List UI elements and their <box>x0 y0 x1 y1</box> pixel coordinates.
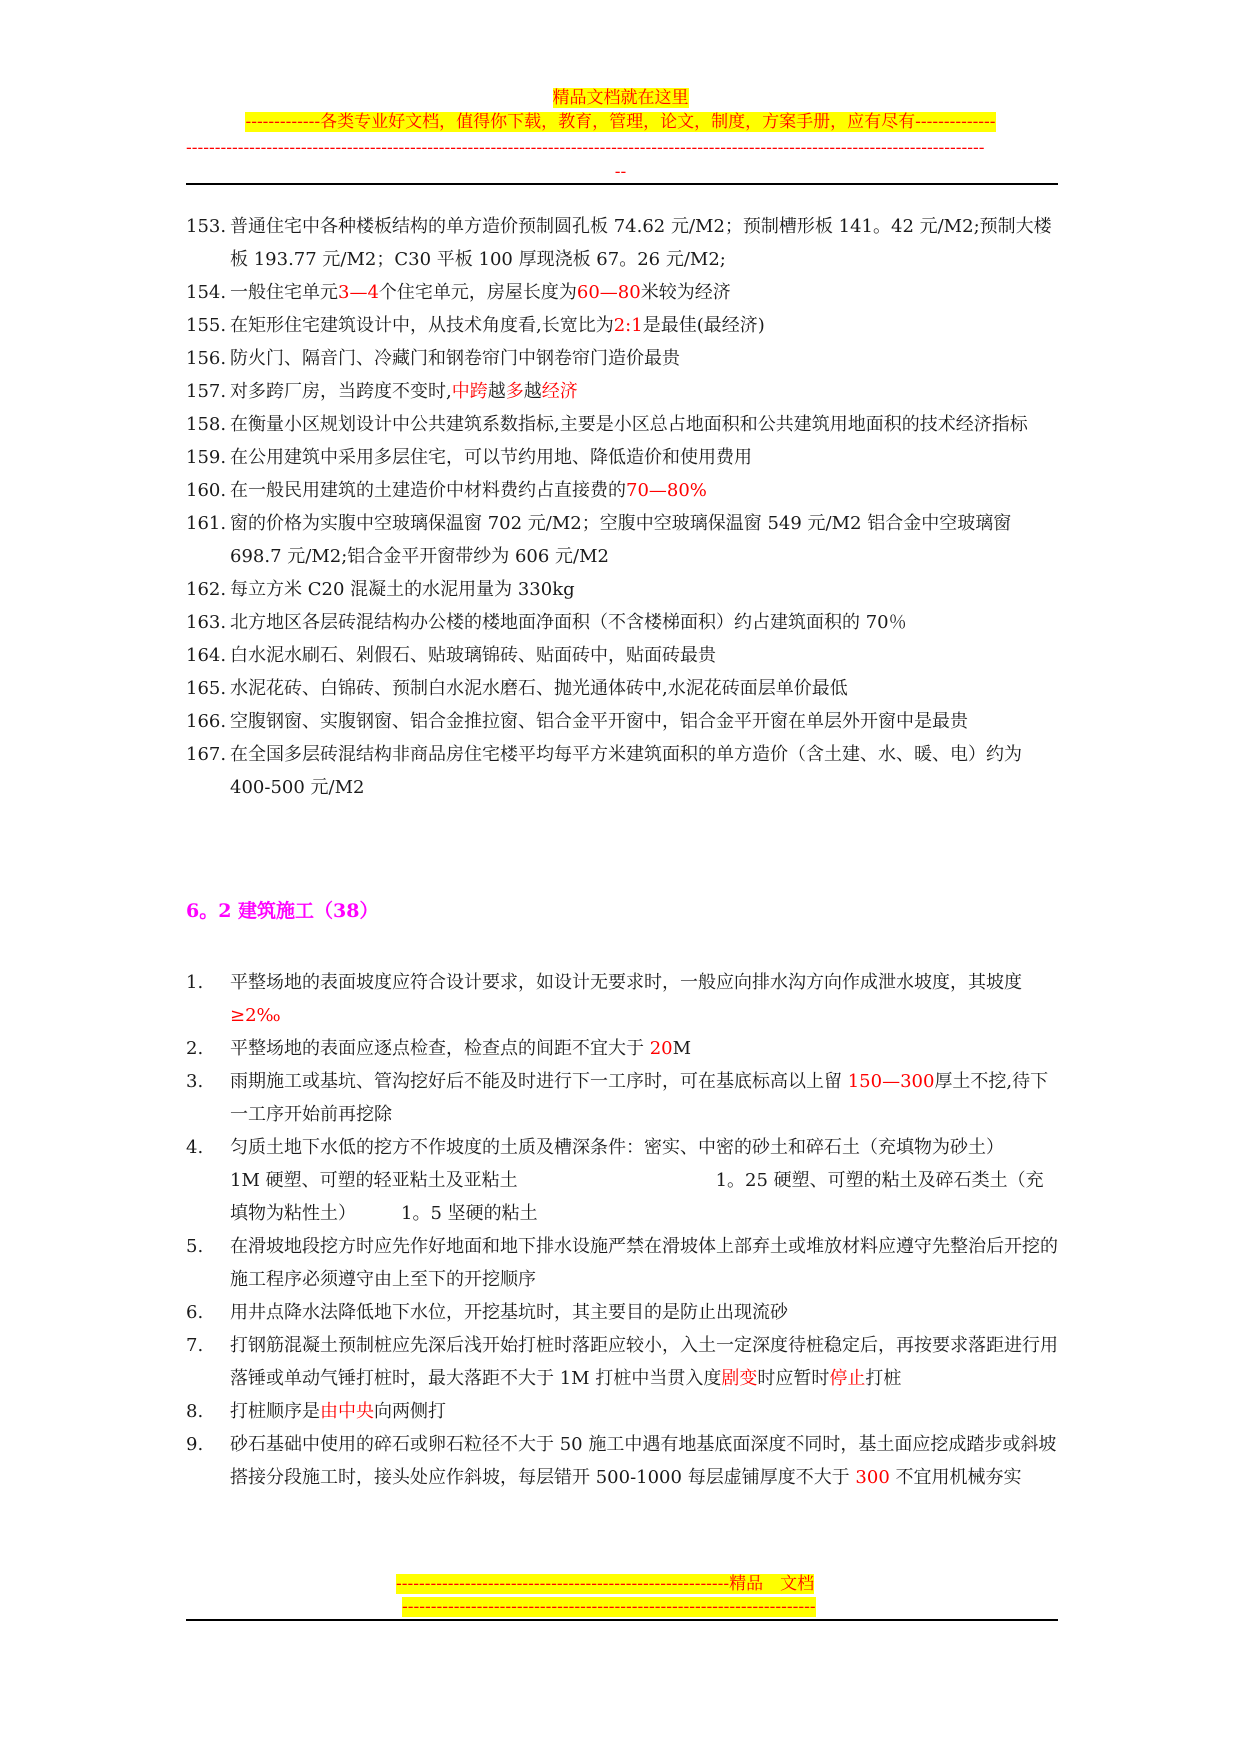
highlight-text: 20 <box>649 1038 673 1059</box>
text-run: 打钢筋混凝土预制桩应先深后浅开始打桩时落距应较小，入土一定深度待桩稳定后，再按要求落距进行用落锤或单动气锤打桩时，最大落距不大于 1M 打桩中当贯入度 <box>230 1335 1058 1389</box>
item-text <box>230 738 1058 804</box>
list-item <box>186 1131 1058 1230</box>
item-number: 159. <box>186 447 227 468</box>
list-item <box>186 639 1058 672</box>
highlight-text: ≥2‰ <box>230 1005 281 1026</box>
text-run: 厚土不挖,待下一工序开始前再挖除 <box>230 1071 1049 1125</box>
text-run: 时应暂时 <box>757 1368 830 1389</box>
list-item <box>186 342 1058 375</box>
item-number: 163. <box>186 612 227 633</box>
list-item <box>186 1428 1058 1494</box>
item-text <box>230 342 1058 375</box>
item-number: 7. <box>186 1335 204 1356</box>
item-text <box>230 375 1058 408</box>
list-item <box>186 705 1058 738</box>
item-text <box>230 639 1058 672</box>
item-text <box>230 966 1058 1032</box>
item-text <box>230 1395 1058 1428</box>
text-run: 平整场地的表面坡度应符合设计要求，如设计无要求时，一般应向排水沟方向作成泄水坡度，其坡度 <box>230 972 1022 993</box>
item-number: 167. <box>186 744 227 765</box>
item-text <box>230 474 1058 507</box>
item-number: 8. <box>186 1401 204 1422</box>
highlight-text: 300 <box>855 1467 890 1488</box>
highlight-text: 150—300 <box>847 1071 935 1092</box>
list-item <box>186 606 1058 639</box>
text-run: 窗的价格为实腹中空玻璃保温窗 702 元/M2；空腹中空玻璃保温窗 549 元/M2 铝合金中空玻璃窗 698.7 元/M2;铝合金平开窗带纱为 606 元/M2 <box>230 513 1012 567</box>
item-text <box>230 210 1058 276</box>
item-number: 2. <box>186 1038 204 1059</box>
text-run: 用井点降水法降低地下水位，开挖基坑时，其主要目的是防止出现流砂 <box>230 1302 788 1323</box>
list-item <box>186 1230 1058 1296</box>
highlight-text: 3—4 <box>338 282 379 303</box>
highlight-text: 2:1 <box>613 315 643 336</box>
text-run: 每立方米 C20 混凝土的水泥用量为 330kg <box>230 579 575 600</box>
footer-line-dashes: ------------------------------------------------------------------------ <box>402 1597 816 1617</box>
header-slogan: -------------各类专业好文档，值得你下载，教育，管理，论文，制度，方案手册，应有尽有-------------- <box>245 112 996 132</box>
text-run: 白水泥水刷石、剁假石、贴玻璃锦砖、贴面砖中，贴面砖最贵 <box>230 645 716 666</box>
item-text <box>230 309 1058 342</box>
highlight-text: 由中央 <box>320 1401 374 1422</box>
cost-notes-list <box>186 210 1058 804</box>
list-item <box>186 408 1058 441</box>
text-run: 平整场地的表面应逐点检查，检查点的间距不宜大于 <box>230 1038 650 1059</box>
highlight-text: 剧变 <box>721 1368 758 1389</box>
item-text <box>230 408 1058 441</box>
header-title: 精品文档就在这里 <box>552 88 689 108</box>
text-run: 砂石基础中使用的碎石或卵石粒径不大于 50 施工中遇有地基底面深度不同时，基土面应挖成踏步或斜坡搭接分段施工时，接头处应作斜坡，每层错开 500-1000 每层虚铺厚度不大于 <box>230 1434 1057 1488</box>
text-run: M <box>672 1038 692 1059</box>
text-run: 北方地区各层砖混结构办公楼的楼地面净面积（不含楼梯面积）约占建筑面积的 70％ <box>230 612 907 633</box>
item-number: 158. <box>186 414 227 435</box>
text-run: 是最佳(最经济) <box>642 315 765 336</box>
item-number: 157. <box>186 381 227 402</box>
list-item <box>186 1296 1058 1329</box>
list-item <box>186 1032 1058 1065</box>
item-number: 162. <box>186 579 227 600</box>
text-run: 空腹钢窗、实腹钢窗、铝合金推拉窗、铝合金平开窗中，铝合金平开窗在单层外开窗中是最贵 <box>230 711 968 732</box>
section-title: 6。2 建筑施工（38） <box>186 900 379 922</box>
item-number: 4. <box>186 1137 204 1158</box>
text-run: 在全国多层砖混结构非商品房住宅楼平均每平方米建筑面积的单方造价（含土建、水、暖、电）约为 400-500 元/M2 <box>230 744 1022 798</box>
item-number: 166. <box>186 711 227 732</box>
list-item <box>186 1065 1058 1131</box>
list-item <box>186 276 1058 309</box>
list-item <box>186 441 1058 474</box>
list-item <box>186 573 1058 606</box>
text-run: 不宜用机械夯实 <box>889 1467 1022 1488</box>
text-run: 打桩顺序是 <box>230 1401 320 1422</box>
text-run: 越 <box>487 381 506 402</box>
list-item <box>186 672 1058 705</box>
header-dash-line-continued: -- <box>614 162 627 182</box>
item-number: 160. <box>186 480 227 501</box>
item-number: 156. <box>186 348 227 369</box>
text-run: 防火门、隔音门、冷藏门和钢卷帘门中钢卷帘门造价最贵 <box>230 348 680 369</box>
text-run: 雨期施工或基坑、管沟挖好后不能及时进行下一工序时，可在基底标高以上留 <box>230 1071 848 1092</box>
highlight-text: 经济 <box>541 381 578 402</box>
text-run: 在公用建筑中采用多层住宅，可以节约用地、降低造价和使用费用 <box>230 447 752 468</box>
highlight-text: 60—80 <box>576 282 641 303</box>
item-text <box>230 1230 1058 1296</box>
text-run: 个住宅单元，房屋长度为 <box>378 282 577 303</box>
item-number: 5. <box>186 1236 204 1257</box>
item-text <box>230 1329 1058 1395</box>
list-item <box>186 507 1058 573</box>
highlight-text: 停止 <box>829 1368 866 1389</box>
list-item <box>186 1329 1058 1395</box>
list-item <box>186 1395 1058 1428</box>
text-run: 匀质土地下水低的挖方不作坡度的土质及槽深条件：密实、中密的砂土和碎石土（充填物为砂土） 1M 硬塑、可塑的轻亚粘土及亚粘土 1。25 硬塑、可塑的粘土及碎石类土（充填物为粘性土） 1。5 坚硬的粘土 <box>230 1137 1044 1224</box>
item-text <box>230 1131 1058 1230</box>
construction-notes-list <box>186 966 1058 1494</box>
item-text <box>230 705 1058 738</box>
text-run: 向两侧打 <box>374 1401 446 1422</box>
text-run: 打桩 <box>865 1368 902 1389</box>
text-run: 在滑坡地段挖方时应先作好地面和地下排水设施严禁在滑坡体上部弃土或堆放材料应遵守先整治后开挖的施工程序必须遵守由上至下的开挖顺序 <box>230 1236 1058 1290</box>
item-text <box>230 276 1058 309</box>
item-text <box>230 1428 1058 1494</box>
item-number: 3. <box>186 1071 204 1092</box>
item-number: 154. <box>186 282 227 303</box>
text-run: 一般住宅单元 <box>230 282 338 303</box>
list-item <box>186 375 1058 408</box>
list-item <box>186 309 1058 342</box>
item-text <box>230 1032 1058 1065</box>
text-run: 在衡量小区规划设计中公共建筑系数指标,主要是小区总占地面积和公共建筑用地面积的技术经济指标 <box>230 414 1028 435</box>
text-run: 普通住宅中各种楼板结构的单方造价预制圆孔板 74.62 元/M2；预制槽形板 141。42 元/M2;预制大楼板 193.77 元/M2；C30 平板 100 厚现浇板 67。26 元/M2; <box>230 216 1052 270</box>
item-text <box>230 606 1058 639</box>
item-number: 1. <box>186 972 204 993</box>
highlight-text: 多 <box>505 381 524 402</box>
highlight-text: 70—80% <box>626 480 707 501</box>
item-number: 6. <box>186 1302 204 1323</box>
text-run: 米较为经济 <box>640 282 731 303</box>
text-run: 越 <box>523 381 542 402</box>
highlight-text: 中跨 <box>451 381 488 402</box>
text-run: 在一般民用建筑的土建造价中材料费约占直接费的 <box>230 480 626 501</box>
footer-line: ----------------------------------------------------------精品 文档 <box>396 1574 815 1594</box>
text-run: 对多跨厂房，当跨度不变时, <box>230 381 452 402</box>
text-run: 在矩形住宅建筑设计中，从技术角度看,长宽比为 <box>230 315 614 336</box>
item-number: 164. <box>186 645 227 666</box>
header-dash-line: ------------------------------------------------------------------------------------------------------------------------------------------- <box>186 138 985 158</box>
item-text <box>230 573 1058 606</box>
item-text <box>230 1065 1058 1131</box>
list-item <box>186 474 1058 507</box>
item-number: 161. <box>186 513 227 534</box>
footer-rule <box>186 1619 1058 1621</box>
item-text <box>230 672 1058 705</box>
item-text <box>230 441 1058 474</box>
text-run: 水泥花砖、白锦砖、预制白水泥水磨石、抛光通体砖中,水泥花砖面层单价最低 <box>230 678 848 699</box>
list-item <box>186 738 1058 804</box>
list-item <box>186 210 1058 276</box>
item-number: 153. <box>186 216 227 237</box>
item-text <box>230 1296 1058 1329</box>
item-number: 165. <box>186 678 227 699</box>
item-number: 9. <box>186 1434 204 1455</box>
list-item <box>186 966 1058 1032</box>
item-number: 155. <box>186 315 227 336</box>
item-text <box>230 507 1058 573</box>
header-rule <box>186 183 1058 185</box>
